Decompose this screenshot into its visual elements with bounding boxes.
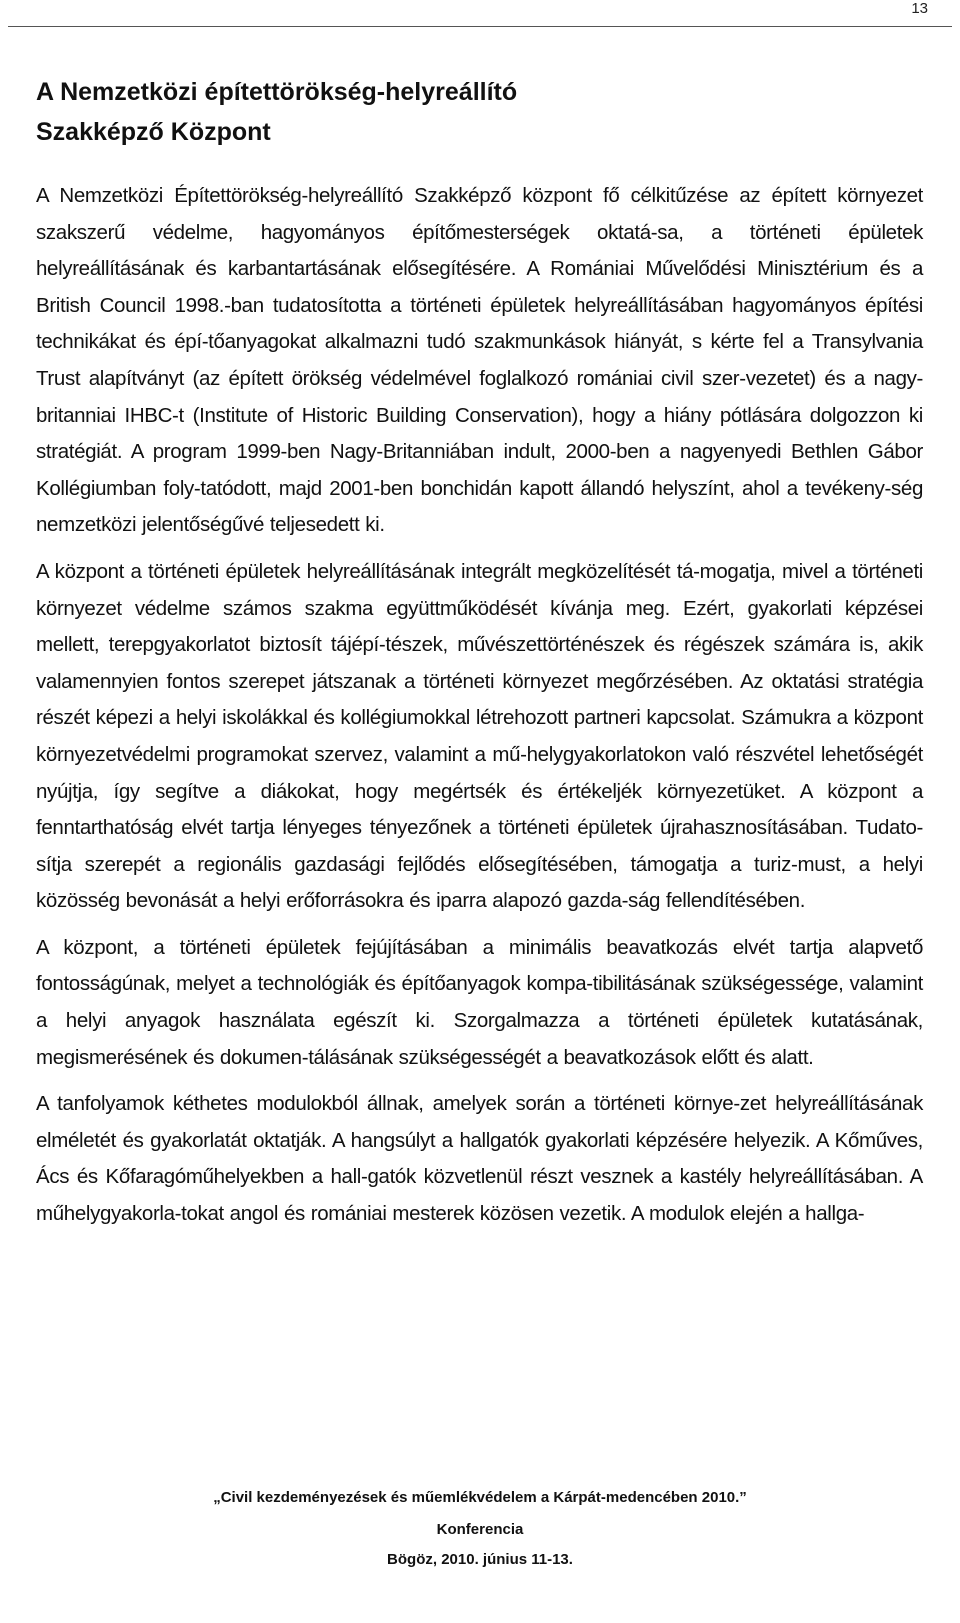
section-title	[36, 72, 916, 152]
body-text	[36, 178, 923, 1243]
footer-conference-title: „Civil kezdeményezések és műemlékvédelem a Kárpát-medencében 2010.”	[213, 1489, 747, 1506]
footer-place-date: Bögöz, 2010. június 11-13.	[387, 1551, 573, 1568]
paragraph-4: A tanfolyamok kéthetes modulokból állnak, amelyek során a történeti környe-zet helyreállításának elméletét és gyakorlatát oktatják. A hangsúlyt a hallgatók gyakorlati képzésére helyezik. A Kőműves, Ács és Kőfaragóműhelyekben a hall-gatók közvetlenül részt vesznek a kastély helyreállításában. A műhelygyakorla-tokat angol és romániai mesterek közösen vezetik. A modulok elején a hallga-	[36, 1092, 923, 1226]
header-rule	[8, 26, 952, 27]
title-line-1: A Nemzetközi építettörökség-helyreállító	[36, 78, 518, 106]
title-line-2: Szakképző Központ	[36, 118, 271, 146]
paragraph-3: A központ, a történeti épületek fejújításában a minimális beavatkozás elvét tartja alapvető fontosságúnak, melyet a technológiák és építőanyagok kompa-tibilitásának szükségessége, valamint a helyi anyagok használata egészít ki. Szorgalmazza a történeti épületek kutatásának, megismerésének és dokumen-tálásának szükségességét a beavatkozások előtt és alatt.	[36, 935, 923, 1069]
page-number: 13	[911, 0, 928, 17]
paragraph-1: A Nemzetközi Építettörökség-helyreállító Szakképző központ fő célkitűzése az épített környezet szakszerű védelme, hagyományos építőmesterségek oktatá-sa, a történeti épületek helyreállításának és karbantartásának elősegítésére. A Romániai Művelődési Minisztérium és a British Council 1998.-ban tudatosította a történeti épületek helyreállításában hagyományos építési technikákat és épí-tőanyagokat alkalmazni tudó szakmunkások hiányát, s kérte fel a Transylvania Trust alapítványt (az épített örökség védelmével foglalkozó romániai civil szer-vezetet) és a nagy-britanniai IHBC-t (Institute of Historic Building Conservation), hogy a hiány pótlására dolgozzon ki stratégiát. A program 1999-ben Nagy-Britanniában indult, 2000-ben a nagyenyedi Bethlen Gábor Kollégiumban foly-tatódott, majd 2001-ben bonchidán kapott állandó helyszínt, ahol a tevékeny-ség nemzetközi jelentőségűvé teljesedett ki.	[36, 184, 923, 537]
footer-event-type: Konferencia	[436, 1521, 524, 1538]
paragraph-2: A központ a történeti épületek helyreállításának integrált megközelítését tá-mogatja, mivel a történeti környezet védelme számos szakma együttműködését kívánja meg. Ezért, gyakorlati képzései mellett, terepgyakorlatot biztosít tájépí-tészek, művészettörténészek és régészek számára is, akik valamennyien fontos szerepet játszanak a történeti környezet megőrzésében. Az oktatási stratégia részét képezi a helyi iskolákkal és kollégiumokkal létrehozott partneri kapcsolat. Számukra a központ környezetvédelmi programokat szervez, valamint a mű-helygyakorlatokon való részvétel lehetőségét nyújtja, így segítve a diákokat, hogy megértsék és értékeljék környezetüket. A központ a fenntarthatóság elvét tartja lényeges tényezőnek a történeti épületek újrahasznosításában. Tudato-sítja szerepét a regionális gazdasági fejlődés elősegítésében, támogatja a turiz-must, a helyi közösség bevonását a helyi erőforrásokra és iparra alapozó gazda-ság fellendítésében.	[36, 559, 923, 913]
